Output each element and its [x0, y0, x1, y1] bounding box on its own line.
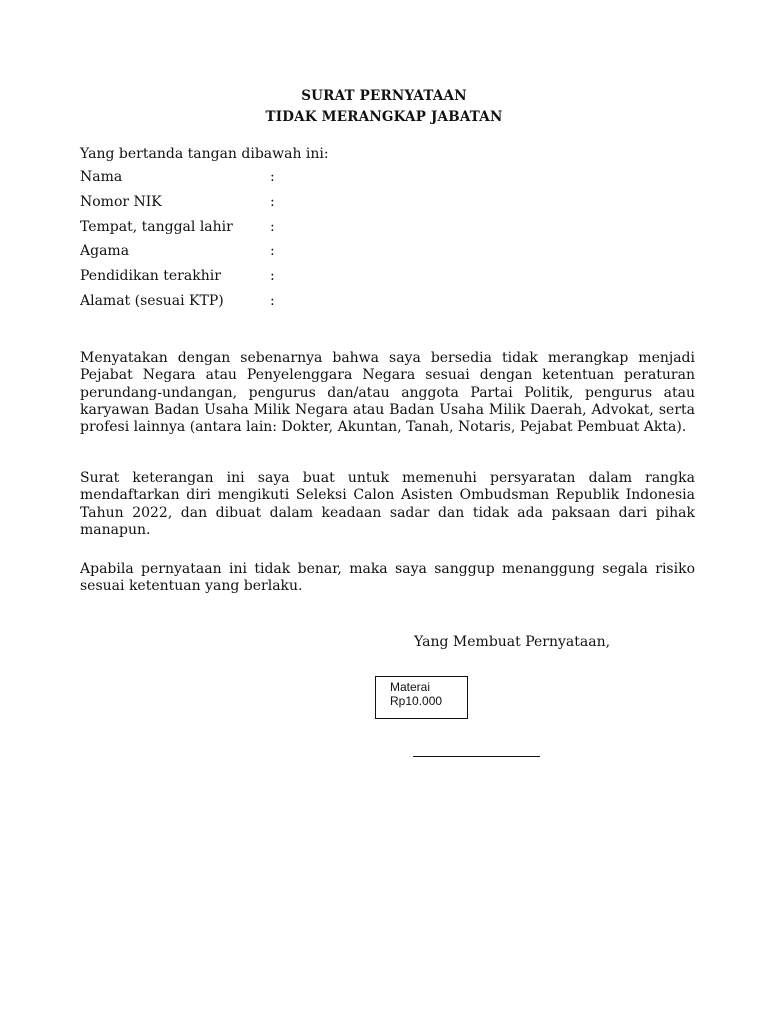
field-label: Alamat (sesuai KTP) [80, 292, 224, 309]
field-colon: : [270, 292, 275, 309]
field-colon: : [270, 218, 275, 235]
field-colon: : [270, 243, 275, 260]
stamp-value: Rp10.000 [390, 694, 443, 708]
intro-text: Yang bertanda tangan dibawah ini: [80, 146, 329, 162]
field-nik [80, 194, 480, 219]
identity-fields [80, 169, 480, 318]
field-label: Tempat, tanggal lahir [80, 218, 233, 235]
signature-line [413, 756, 540, 757]
field-birth [80, 219, 480, 244]
stamp-label: Materai [390, 680, 431, 694]
field-colon: : [270, 268, 275, 285]
field-address [80, 293, 480, 318]
field-label: Agama [80, 243, 130, 260]
field-colon: : [270, 193, 275, 210]
purpose-paragraph: Surat keterangan ini saya buat untuk memenuhi persyaratan dalam rangka mendaftarkan diri mengikuti Seleksi Calon Asisten Ombudsman Republik Indonesia Tahun 2022, dan dibuat dalam keadaan sadar dan tidak ada paksaan dari pihak manapun. [80, 470, 695, 538]
document-title: SURAT PERNYATAAN [301, 88, 467, 104]
stamp-box [375, 676, 468, 719]
field-name [80, 169, 480, 194]
field-label: Nama [80, 169, 123, 185]
field-religion [80, 243, 480, 268]
document-subtitle: TIDAK MERANGKAP JABATAN [265, 109, 503, 125]
liability-paragraph: Apabila pernyataan ini tidak benar, maka saya sanggup menanggung segala risiko sesuai ketentuan yang berlaku. [80, 561, 695, 595]
field-colon: : [270, 169, 275, 185]
signer-label: Yang Membuat Pernyataan, [414, 634, 611, 650]
statement-paragraph: Menyatakan dengan sebenarnya bahwa saya bersedia tidak merangkap menjadi Pejabat Negara atau Penyelenggara Negara sesuai dengan ketentuan peraturan perundang-undangan, pengurus dan/atau anggota Partai Politik, pengurus atau karyawan Badan Usaha Milik Negara atau Badan Usaha Milik Daerah, Advokat, serta profesi lainnya (antara lain: Dokter, Akuntan, Tanah, Notaris, Pejabat Pembuat Akta). [80, 350, 695, 436]
field-label: Pendidikan terakhir [80, 268, 221, 285]
field-education [80, 268, 480, 293]
field-label: Nomor NIK [80, 193, 162, 210]
